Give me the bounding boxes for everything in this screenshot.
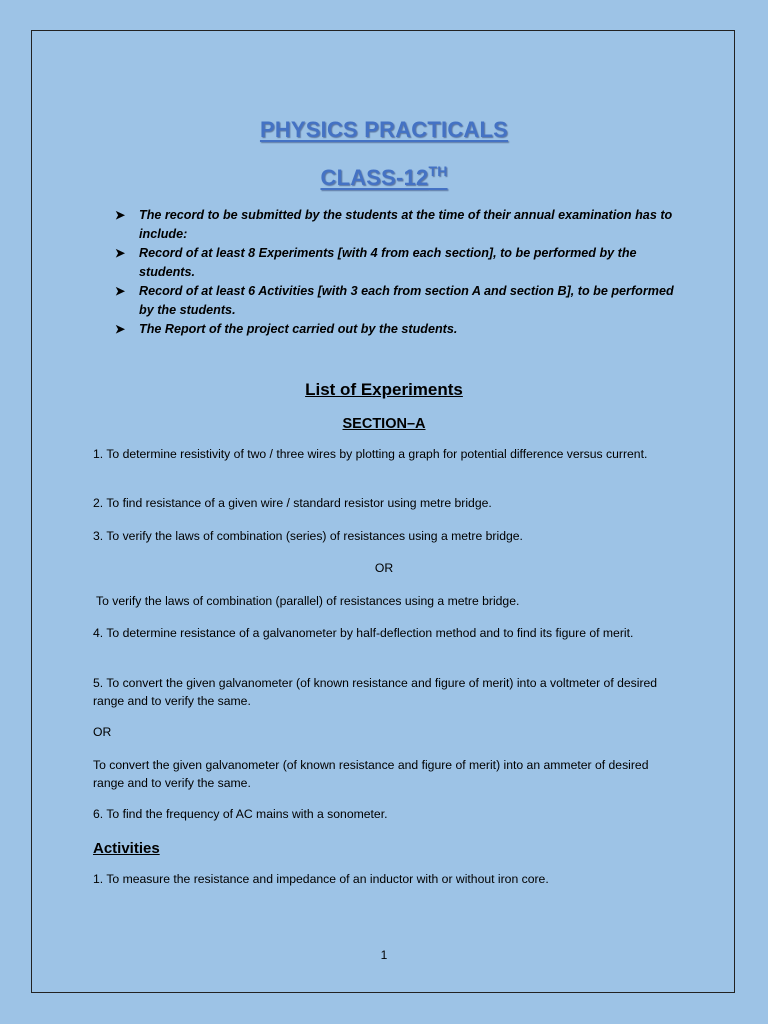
experiment-1: 1. To determine resistivity of two / three wires by plotting a graph for potential difference versus current. [93,447,648,461]
requirement-text: Record of at least 8 Experiments [with 4 from each section], to be performed by the students. [139,246,637,279]
experiment-6: 6. To find the frequency of AC mains with a sonometer. [93,807,388,821]
experiment-5-or: OR [93,725,112,739]
requirement-text: The record to be submitted by the students at the time of their annual examination has to include: [139,208,673,241]
section-a-heading: SECTION–A [342,416,426,432]
experiment-2: 2. To find resistance of a given wire / standard resistor using metre bridge. [93,496,492,510]
activity-1: 1. To measure the resistance and impedance of an inductor with or without iron core. [93,872,549,886]
requirement-item [112,320,684,339]
list-of-experiments-heading: List of Experiments [305,380,463,399]
requirement-item [112,244,684,282]
arrowhead-bullet-icon: ➤ [115,322,126,336]
requirement-text: The Report of the project carried out by the students. [139,322,458,336]
requirement-item [112,206,684,244]
activities-heading: Activities [93,840,160,857]
experiment-5: 5. To convert the given galvanometer (of known resistance and figure of merit) into a voltmeter of desired range and to verify the same. [93,676,658,708]
experiment-4: 4. To determine resistance of a galvanometer by half-deflection method and to find its figure of merit. [93,626,634,640]
experiment-3-or: OR [374,561,394,575]
class-title-superscript: TH [428,163,448,179]
class-title-text: CLASS-12 [320,165,429,190]
page-number: 1 [380,948,388,962]
class-title [0,163,768,191]
experiment-5-alternative: To convert the given galvanometer (of known resistance and figure of merit) into an ammeter of desired range and to verify the same. [93,758,649,790]
requirement-text: Record of at least 6 Activities [with 3 each from section A and section B], to be performed by the students. [139,284,674,317]
requirements-list [112,206,684,339]
arrowhead-bullet-icon: ➤ [115,284,126,298]
experiment-3: 3. To verify the laws of combination (series) of resistances using a metre bridge. [93,529,523,543]
requirement-item [112,282,684,320]
arrowhead-bullet-icon: ➤ [115,246,126,260]
arrowhead-bullet-icon: ➤ [115,208,126,222]
experiment-3-alternative: To verify the laws of combination (parallel) of resistances using a metre bridge. [96,594,520,608]
document-title: PHYSICS PRACTICALS [259,117,509,142]
